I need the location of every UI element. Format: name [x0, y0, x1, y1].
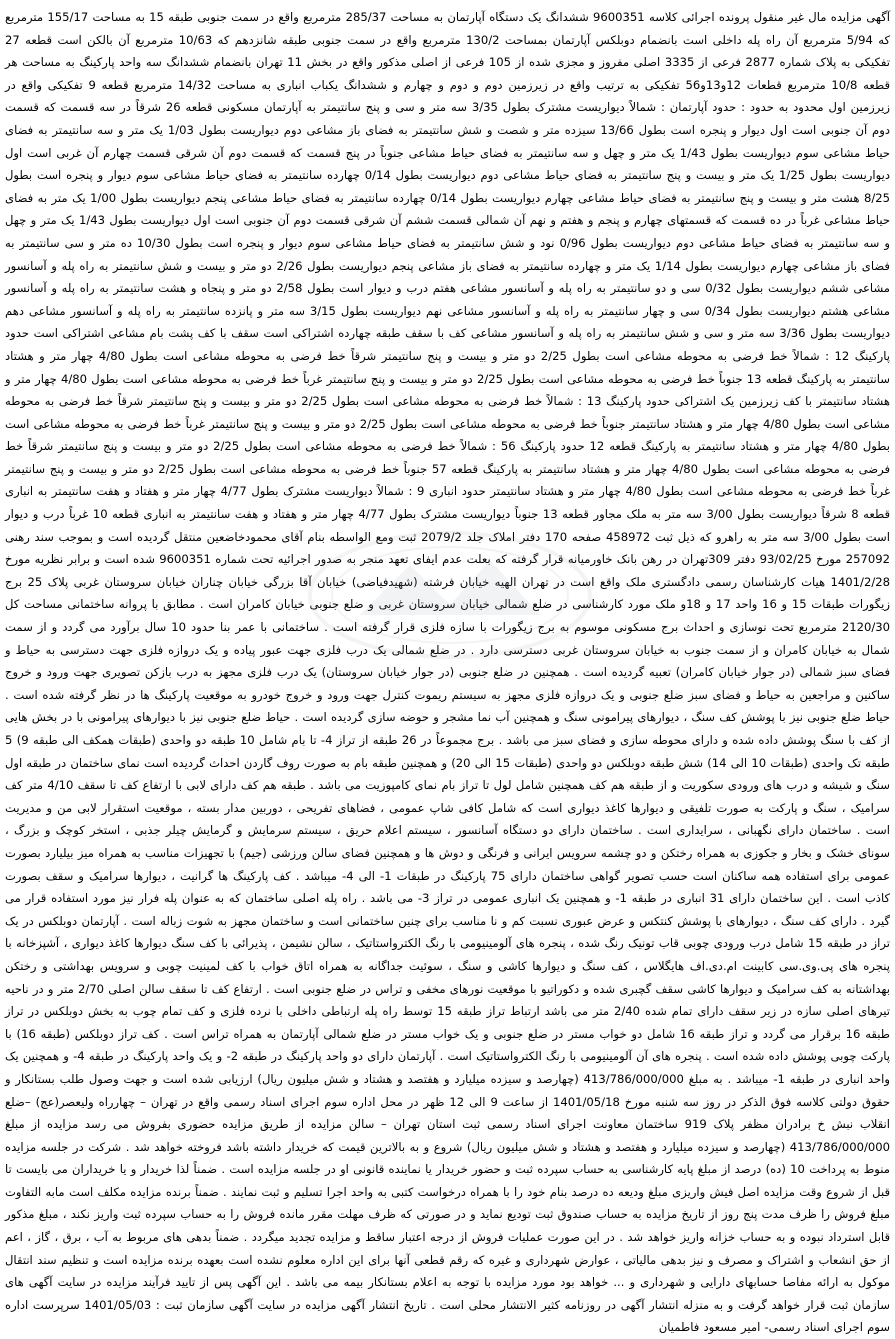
auction-notice-text: آگهی مزایده مال غیر منقول پرونده اجرائی کلاسه 9600351 ششدانگ یک دستگاه آپارتمان به مساحت 285/37 مترمربع واقع در سمت جنوبی طبقه 15 به مساحت 155/17 مترمربع که 5/94 مترمربع آن راه پله داخلی است بانضمام دوبلکس آپارتمان بمساحت 130/2 مترمربع واقع در سمت جنوبی طبقه شانزدهم که 10/63 مترمربع آن بالکن است قطعه 27 تفکیکی به پلاک شماره 2877 فرعی از 3335 اصلی مفروز و مجزی شده از 105 فرعی از اصلی مذکور واقع در بخش 11 تهران بانضمام ششدانگ سه واحد پارکینگ به مساحت هر قطعه 10/8 مترمربع قطعات 12و13و56 تفکیکی به ترتیب واقع در زیرزمین دوم و دوم و چهارم و ششدانگ یکباب انباری به مساحت 14/32 مترمربع قطعه 9 تفکیکی واقع در زیرزمین اول محدود به حدود : حدود آپارتمان : شمالاً دیواریست مشترک بطول 3/35 سه متر و سی و پنج سانتیمتر به آپارتمان مسکونی قطعه 26 شرقاً در سه قسمت که قسمت دوم آن جنوبی است اول دیوار و پنجره است بطول 13/66 سیزده متر و شصت و شش سانتیمتر به فضای باز مشاعی دوم دیواریست بطول 1/03 یک متر و سه سانتیمتر به فضای حیاط مشاعی سوم دیواریست بطول 1/43 یک متر و چهل و سه سانتیمتر به فضای حیاط مشاعی جنوباً در پنج قسمت که قسمت دوم آن شرقی قسمت چهارم آن غربی است اول دیواریست بطول 1/25 یک متر و بیست و پنج سانتیمتر به فضای حیاط مشاعی دوم دیواریست بطول 0/14 چهارده سانتیمتر به فضای حیاط مشاعی سوم دیوار و پنجره است بطول 8/25 هشت متر و بیست و پنج سانتیمتر به فضای حیاط مشاعی چهارم دیواریست بطول 0/14 چهارده سانتیمتر به فضای حیاط مشاعی پنجم دیواریست بطول 1/00 یک متر به فضای حیاط مشاعی غرباً در ده قسمت که قسمتهای چهارم و پنجم و هفتم و نهم آن شمالی قسمت ششم آن شرقی قسمت دوم آن جنوبی است اول دیواریست بطول 1/43 یک متر و چهل و سه سانتیمتر به فضای حیاط مشاعی دوم دیواریست بطول 0/96 نود و شش سانتیمتر به فضای حیاط مشاعی سوم دیوار و پنجره است بطول 10/30 ده متر و سی سانتیمتر به فضای باز مشاعی چهارم دیواریست بطول 1/14 یک متر و چهارده سانتیمتر به فضای باز مشاعی پنجم دیواریست بطول 2/26 دو متر و بیست و شش سانتیمتر به راه پله و آسانسور مشاعی ششم دیواریست بطول 0/32 سی و دو سانتیمتر به راه پله و آسانسور مشاعی هفتم درب و دیوار است بطول 2/58 دو متر و پنجاه و هشت سانتیمتر به راه پله و آسانسور مشاعی هشتم دیواریست بطول 0/34 سی و چهار سانتیمتر به راه پله و آسانسور مشاعی نهم دیواریست بطول 3/15 سه متر و پانزده سانتیمتر به راه پله و آسانسور مشاعی دهم دیواریست بطول 3/36 سه متر و سی و شش سانتیمتر به راه پله و آسانسور مشاعی کف با سقف طبقه چهارده اشتراکی است سقف با کف پشت بام مشاعی اشتراکی است حدود پارکینگ 12 : شمالاً خط فرضی به محوطه مشاعی است بطول 2/25 دو متر و بیست و پنج سانتیمتر شرقاً خط فرضی به محوطه مشاعی است بطول 4/80 چهار متر و هشتاد سانتیمتر به پارکینگ قطعه 13 جنوباً خط فرضی به محوطه مشاعی است بطول 2/25 دو متر و بیست و پنج سانتیمتر غرباً خط فرضی به محوطه مشاعی است بطول 4/80 چهار متر و هشتاد سانتیمتر با کف زیرزمین یک اشتراکی حدود پارکینگ 13 : شمالاً خط فرضی به محوطه مشاعی است بطول 2/25 دو متر و بیست و پنج سانتیمتر شرقاً خط فرضی به محوطه مشاعی است بطول 4/80 چهار متر و هشتاد سانتیمتر جنوباً خط فرضی به محوطه مشاعی است بطول 2/25 دو متر و بیست و پنج سانتیمتر غرباً خط فرضی به محوطه مشاعی است بطول 4/80 چهار متر و هشتاد سانتیمتر به پارکینگ قطعه 12 حدود پارکینگ 56 : شمالاً خط فرضی به محوطه مشاعی است بطول 2/25 دو متر و بیست و پنج سانتیمتر شرقاً خط فرضی به محوطه مشاعی است بطول 4/80 چهار متر و هشتاد سانتیمتر به پارکینگ قطعه 57 جنوباً خط فرضی به محوطه مشاعی است بطول 2/25 دو متر و بیست و پنج سانتیمتر غرباً خط فرضی به محوطه مشاعی است بطول 4/80 چهار متر و هشتاد سانتیمتر حدود انباری 9 : شمالاً دیواریست مشترک بطول 4/77 چهار متر و هفتاد و هفت سانتیمتر به انباری قطعه 8 شرقاً دیواریست بطول 3/00 سه متر به ملک مجاور قطعه 13 جنوباً دیواریست مشترک بطول 4/77 چهار متر و هفتاد و هفت سانتیمتر به انباری قطعه 10 غرباً درب و دیوار است بطول 3/00 سه متر به راهرو که ذیل ثبت 458972 صفحه 170 دفتر املاک جلد 2079/2 ثبت ومع الواسطه بنام آقای محمودخاضعین منتقل گردیده است و بموجب سند رهنی 257092 مورخ 93/02/25 دفتر 309تهران در رهن بانک خاورمیانه قرار گرفته که بعلت عدم ایفای تعهد منجر به صدور اجرائیه تحت شماره 9600351 شده است و برابر نظریه مورخ 1401/2/28 هیات کارشناسان رسمی دادگستری ملک واقع است در تهران الهیه خیابان فرشته (شهیدفیاضی) خیابان آقا بزرگی خیابان چناران خیابان سروستان غربی پلاک 25 برج زیگورات طبقات 15 و 16 واحد 17 و 18و ملک مورد کارشناسی در ضلع شمالی خیابان سروستان غربی و ضلع جنوبی خیابان کامران است . مطابق با پروانه ساختمانی مساحت کل 2120/30 مترمربع تحت نوسازی و احداث برج مسکونی موسوم به برج زیگورات با سازه فلزی قرار گرفته است . ساختمانی با عمر بنا حدود 10 سال برآورد می گردد و از سمت شمال به خیابان کامران و از سمت جنوب به خیابان سروستان غربی دسترسی دارد . در ضلع شمالی یک درب فلزی جهت عبور پیاده و یک دروازه فلزی جهت دسترسی به حیاط و فضای سبز شمالی (در جوار خیابان کامران) تعبیه گردیده است . همچنین در ضلع جنوبی (در جوار خیابان سروستان) یک درب فلزی مجهز به درب بازکن تصویری جهت ورود و خروج ساکنین و مراجعین به حیاط و فضای سبز ضلع جنوبی و یک دروازه فلزی مجهز به سیستم ریموت کنترل جهت ورود و خروج خودرو به موقعیت پارکینگ ها در نظر گرفته شده است . حیاط ضلع جنوبی نیز با پوشش کف سنگ ، دیوارهای پیرامونی سنگ و همچنین آب نما مشجر و حوضه سازی گردیده است . حیاط ضلع جنوبی نیز با دیوارهای پیرامونی با در بخش هایی از کف با سنگ پوشش داده شده و دارای محوطه سازی و فضای سبز می باشد . برج مجموعاً در 26 طبقه از تراز 4- تا بام شامل 10 طبقه دو واحدی (طبقات همکف الی طبقه 9) 5 طبقه تک واحدی (طبقات 10 الی 14) شش طبقه دوبلکس دو واحدی (طبقات 15 الی 20) و همچنین طبقه بام به صورت روف گاردن احداث گردیده است نمای ساختمان در طبقه اول سنگ و شیشه و درب های ورودی سکوریت و از طبقه هم کف همچنین شامل لول تا تراز بام نمای کامپوزیت می باشد . طبقه هم کف دارای لابی با ارتفاع کف تا سقف 4/10 متر کف سرامیک ، سنگ و پارکت به صورت تلفیقی و دیوارها کاغذ دیواری است که شامل کافی شاپ عمومی ، فضاهای تفریحی ، دوربین مدار بسته ، موقعیت استقرار لابی من و مدیریت است . ساختمان دارای نگهبانی ، سرایداری است . ساختمان دارای دو دستگاه آسانسور ، سیستم اعلام حریق ، سیستم سرمایش و گرمایش چیلر جذبی ، استخر کوچک و بزرگ ، سونای خشک و بخار و جکوزی به همراه رختکن و دو چشمه سرویس ایرانی و فرنگی و دوش ها و همچنین فضای سالن ورزشی (جیم) با تجهیزات مناسب به همراه میز بیلیارد بصورت عمومی برای استفاده همه ساکنان است حسب تصویر گواهی ساختمان دارای 75 پارکینگ در طبقات 1- الی 4- میباشد . کف پارکینگ ها گرانیت ، دیوارها سرامیک و سقف بصورت کاذب است . این ساختمان دارای 31 انباری در طبقه 1- و همچنین یک انباری عمومی در تراز 3- می باشد . راه پله اصلی ساختمان که به عنوان پله فرار نیز مورد استفاده قرار می گیرد . دارای کف سنگ ، دیوارهای با پوشش کنتکس و عرض عبوری نسبت کم و نا مناسب برای چنین ساختمانی است و ساختمان مجهز به شوت زباله است . آپارتمان دوبلکس در یک تراز در طبقه 15 شامل درب ورودی چوبی قاب تونیک رنگ شده ، پنجره های آلومینیومی با رنگ الکترواستاتیک ، سالن نشیمن ، پذیرائی با کف سنگ دیوارها کاغذ دیواری ، آشپزخانه با پنجره های پی.وی.سی کابینت ام.دی.اف هایگلاس ، کف سنگ و دیوارها کاشی و سنگ ، سوئیت جداگانه به همراه اتاق خواب با کف لمینیت چوبی و سرویس بهداشتی و رختکن بهداشتانه به کف سرامیک و دیوارها کاشی سقف گچبری شده و دکوراتیو با موقعیت نورهای مخفی و تراس در ضلع جنوبی است . ارتفاع کف تا سقف سالن اصلی 2/70 متر و در ناحیه تیرهای اصلی سازه در زیر سقف دارای تمام شده 2/40 متر می باشد ارتباط تراز طبقه 15 توسط راه پله ارتباطی داخلی با نرده فلزی و کف تمام چوب به بخش دوبلکس در تراز طبقه 16 برقرار می گردد و تراز طبقه 16 شامل دو خواب مستر در ضلع جنوبی و یک خواب مستر در ضلع شمالی آپارتمان به همراه تراس است . کف تراز دوبلکس (طبقه 16) با پارکت چوبی پوشش داده شده است . پنجره های آن آلومینیومی با رنگ الکترواستاتیک است . آپارتمان دارای دو واحد پارکینگ در طبقه 2- و یک واحد پارکینگ در طبقه 4- و همچنین یک واحد انباری در طبقه 1- میباشد . به مبلغ 413/786/000/000 (چهارصد و سیزده میلیارد و هفتصد و هشتاد و شش میلیون ریال) ارزیابی شده است و جهت وصول طلب بستانکار و حقوق دولتی کلاسه فوق الذکر در روز سه شنبه مورخ 1401/05/18 از ساعت 9 الی 12 ظهر در محل اداره سوم اجرای اسناد رسمی واقع در تهران – چهارراه ولیعصر(عج) –ضلع انقلاب نبش خ برادران مظفر پلاک 919 ساختمان معاونت اجرای اسناد رسمی ثبت استان تهران – سالن مزایده از طریق مزایده حضوری بفروش می رسد مزایده از مبلغ 413/786/000/000 (چهارصد و سیزده میلیارد و هفتصد و هشتاد و شش میلیون ریال) شروع و به بالاترین قیمت که خریدار داشته باشد فروخته خواهد شد . شرکت در جلسه مزایده منوط به پرداخت 10 (ده) درصد از مبلغ پایه کارشناسی به حساب سپرده ثبت و حضور خریدار یا نماینده قانونی او در جلسه مزایده است . ضمناً لذا خریدار و یا خریداران می بایست تا قبل از شروع وقت مزایده اصل فیش واریزی مبلغ ودیعه ده درصد بنام خود را با همراه درخواست کتبی به واحد اجرا تسلیم و ثبت نمایند . ضمناً برنده مزایده مکلف است مابه التفاوت مبلغ فروش را ظرف مدت پنج روز از تاریخ مزایده به حساب صندوق ثبت تودیع نماید و در صورتی که ظرف مهلت مقرر مانده فروش را به حساب سپرده ثبت واریز نکند ، مبلغ مذکور قابل استرداد نبوده و به حساب خزانه واریز خواهد شد . در این صورت عملیات فروش از درجه اعتبار ساقط و مزایده تجدید میگردد . ضمناً بدهی های مربوط به آب ، برق ، گاز ، اعم از حق انشعاب و اشتراک و مصرف و نیز بدهی مالیاتی ، عوارض شهرداری و غیره که رقم قطعی آنها برای این اداره معلوم نشده است بعهده برنده مزایده است و تنظیم سند انتقال موکول به ارائه مفاصا حسابهای دارایی و شهرداری و ... خواهد بود مورد مزایده با توجه به اعلام بستانکار بیمه می باشد . این آگهی پس از تایید فرآیند مزایده در سایت آگهی های سازمان ثبت قرار خواهد گرفت و به منزله انتشار آگهی در روزنامه کثیر الانتشار محلی است . تاریخ انتشار آگهی مزایده در سایت آگهی سازمان ثبت : 1401/05/03 سرپرست اداره سوم اجرای اسناد رسمی- امیر مسعود فاطمیان — [5, 10, 891, 1335]
